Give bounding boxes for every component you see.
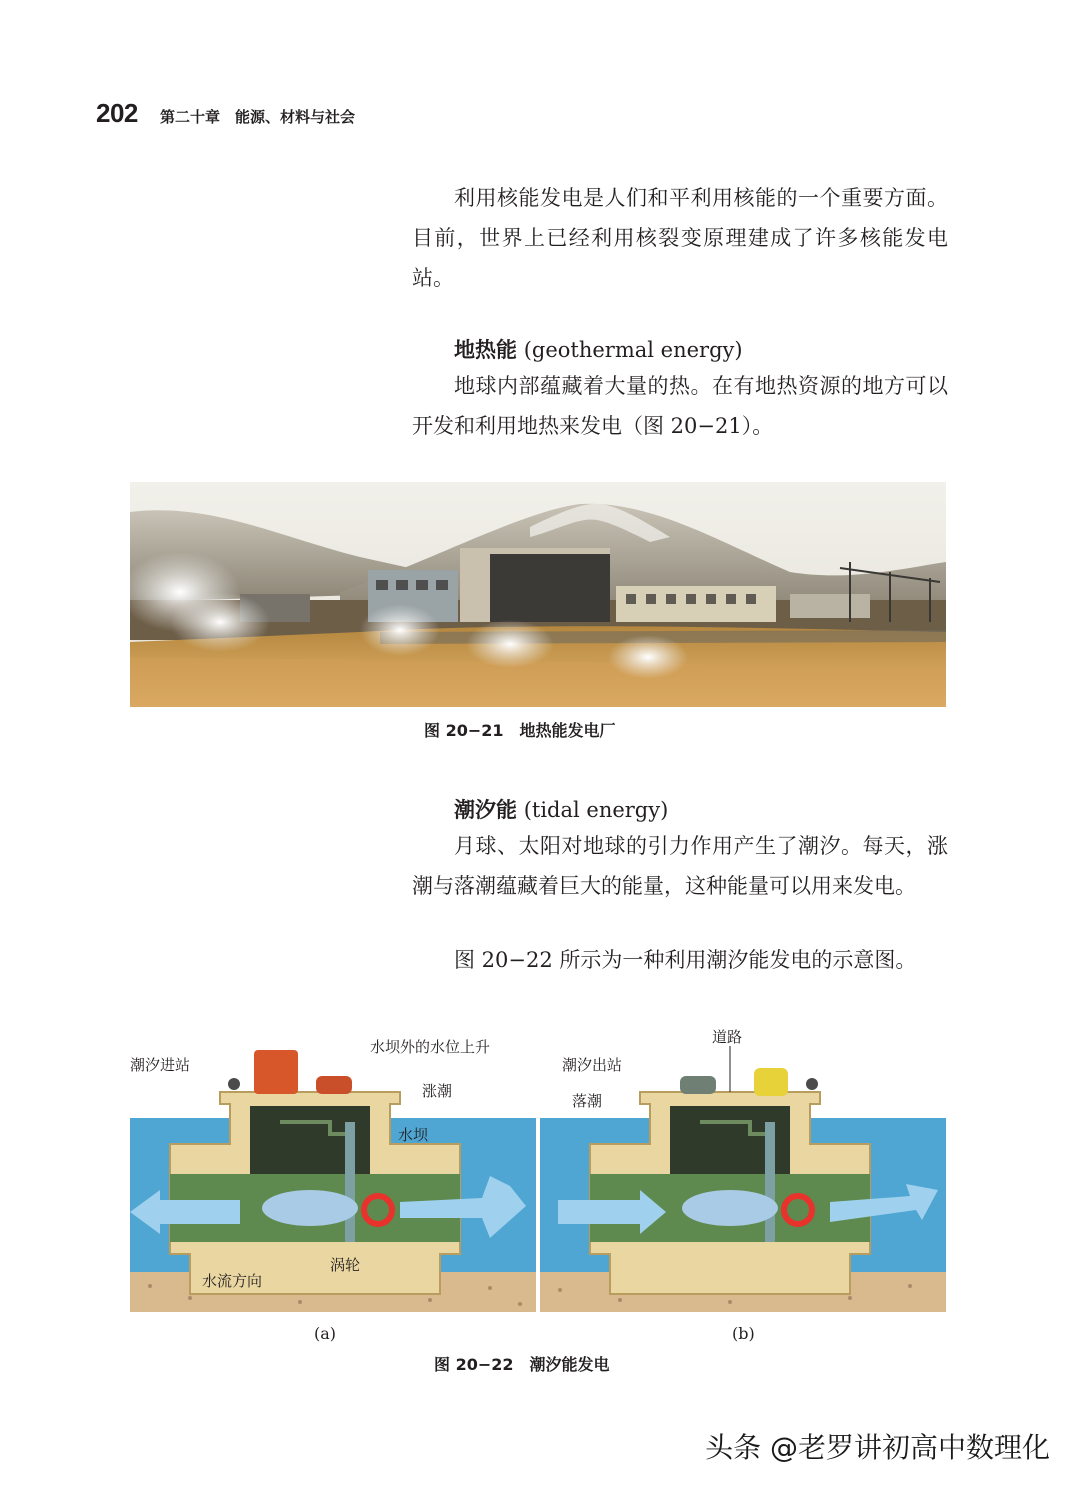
person-icon [806,1078,818,1090]
diagram-b-caption: (b) [732,1324,755,1343]
geothermal-heading-zh: 地热能 [454,338,517,362]
geothermal-paragraph: 地球内部蕴藏着大量的热。在有地热资源的地方可以开发和利用地热来发电（图 20−21）。 [412,374,948,438]
label-level-rise: 水坝外的水位上升 [370,1038,491,1056]
tidal-diagram-a [130,1014,536,1312]
label-low-tide: 落潮 [572,1092,603,1110]
label-dam: 水坝 [398,1126,429,1144]
geothermal-heading-en: (geothermal energy) [523,338,743,362]
car-icon [316,1076,352,1094]
intro-paragraph: 利用核能发电是人们和平利用核能的一个重要方面。目前，世界上已经利用核裂变原理建成了许多核能发电站。 [412,186,948,290]
turbine-bulb [262,1190,358,1226]
geothermal-plant-illustration [130,482,946,707]
diagram-a-caption: (a) [314,1324,337,1343]
label-inflow: 潮汐进站 [130,1056,191,1074]
geothermal-heading [454,334,743,366]
figure-20-22-caption: 图 20−22 潮汐能发电 [434,1355,610,1374]
label-high-tide: 涨潮 [422,1082,453,1100]
turbine-bulb [682,1190,778,1226]
geothermal-plant-photo [130,482,946,707]
page-number: 202 [96,98,138,128]
tidal-diagram-b [540,1014,946,1312]
chapter-title: 第二十章 能源、材料与社会 [160,108,356,126]
label-flow-direction: 水流方向 [202,1272,263,1290]
figure-20-21-caption: 图 20−21 地热能发电厂 [424,721,616,740]
tidal-paragraph-1: 月球、太阳对地球的引力作用产生了潮汐。每天，涨潮与落潮蕴藏着巨大的能量，这种能量可以用来发电。 [412,834,948,898]
label-outflow: 潮汐出站 [562,1056,623,1074]
tidal-heading-en: (tidal energy) [523,798,669,822]
van-icon [754,1068,788,1096]
tidal-paragraph-2: 图 20−22 所示为一种利用潮汐能发电的示意图。 [454,948,917,972]
truck-icon [254,1050,298,1094]
label-road: 道路 [712,1028,743,1046]
car-icon [680,1076,716,1094]
label-turbine: 涡轮 [330,1256,361,1274]
person-icon [228,1078,240,1090]
watermark: 头条 @老罗讲初高中数理化 [705,1431,1050,1464]
tidal-heading-zh: 潮汐能 [454,798,517,822]
tidal-heading [454,794,668,826]
